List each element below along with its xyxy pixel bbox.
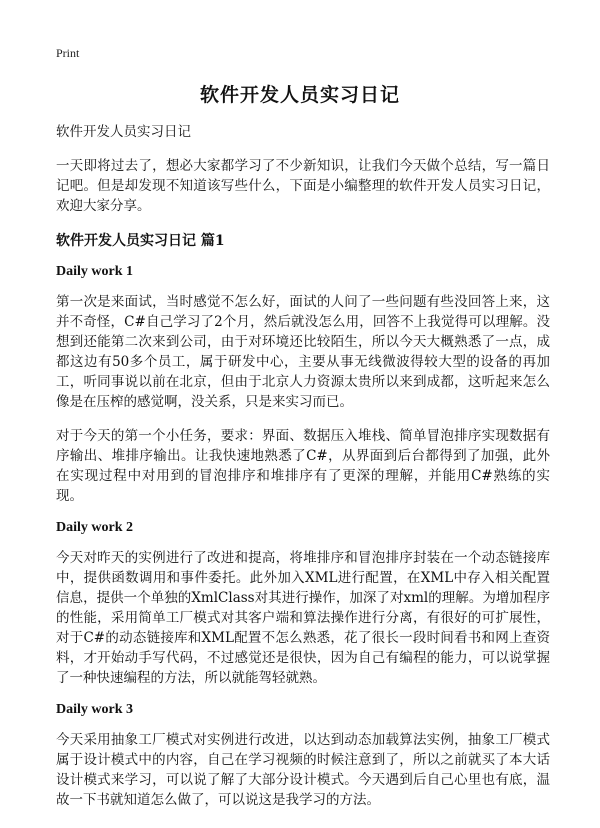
- document-body: [56, 120, 550, 824]
- print-link[interactable]: Print: [56, 46, 80, 60]
- day2-paragraph-1: 今天对昨天的实例进行了改进和提高，将堆排序和冒泡排序封装在一个动态链接库中，提供函数调用和事件委托。此外加入XML进行配置，在XML中存入相关配置信息，提供一个单独的XmlClass对其进行操作，加深了对xml的理解。为增加程序的性能，采用简单工厂模式对其客户端和算法操作进行分离，有很好的可扩展性，对于C#的动态链接库和XML配置不怎么熟悉，花了很长一段时间看书和网上查资料，才开始动手写代码，不过感觉还是很快，因为自己有编程的能力，可以说掌握了一种快速编程的方法，所以就能驾轻就熟。: [56, 550, 550, 686]
- day3-paragraph-1: 今天采用抽象工厂模式对实例进行改进，以达到动态加载算法实例，抽象工厂模式属于设计模式中的内容，自己在学习视频的时候注意到了，所以之前就买了本大话设计模式来学习，可以说了解了大部分设计模式。今天遇到后自己心里也有底，温故一下书就知道怎么做了，可以说这是我学习的方法。: [56, 732, 550, 808]
- day1-paragraph-1: 第一次是来面试，当时感觉不怎么好，面试的人问了一些问题有些没回答上来，这并不奇怪，C#自己学习了2个月，然后就没怎么用，回答不上我觉得可以理解。没想到还能第二次来到公司，由于对环境还比较陌生，所以今天大概熟悉了一点，成都这边有50多个员工，属于研发中心，主要从事无线微波得较大型的设备的再加工，听同事说以前在北京，但由于北京人力资源太贵所以来到成都，这听起来怎么像是在压榨的感觉啊，没关系，只是来实习而已。: [56, 294, 550, 410]
- day-heading-1: Daily work 1: [56, 264, 133, 279]
- document-subtitle: 软件开发人员实习日记: [56, 124, 191, 140]
- intro-paragraph: 一天即将过去了，想必大家都学习了不少新知识，让我们今天做个总结，写一篇日记吧。但是却发现不知道该写些什么，下面是小编整理的软件开发人员实习日记，欢迎大家分享。: [56, 158, 550, 214]
- page-title: 软件开发人员实习日记: [199, 84, 400, 106]
- day-heading-2: Daily work 2: [56, 520, 133, 535]
- day-heading-3: Daily work 3: [56, 702, 133, 717]
- day1-paragraph-2: 对于今天的第一个小任务，要求：界面、数据压入堆栈、简单冒泡排序实现数据有序输出、堆排序输出。让我快速地熟悉了C#，从界面到后台都得到了加强，此外在实现过程中对用到的冒泡排序和堆排序有了更深的理解，并能用C#熟练的实现。: [56, 428, 550, 504]
- section-title: 软件开发人员实习日记 篇1: [56, 233, 225, 249]
